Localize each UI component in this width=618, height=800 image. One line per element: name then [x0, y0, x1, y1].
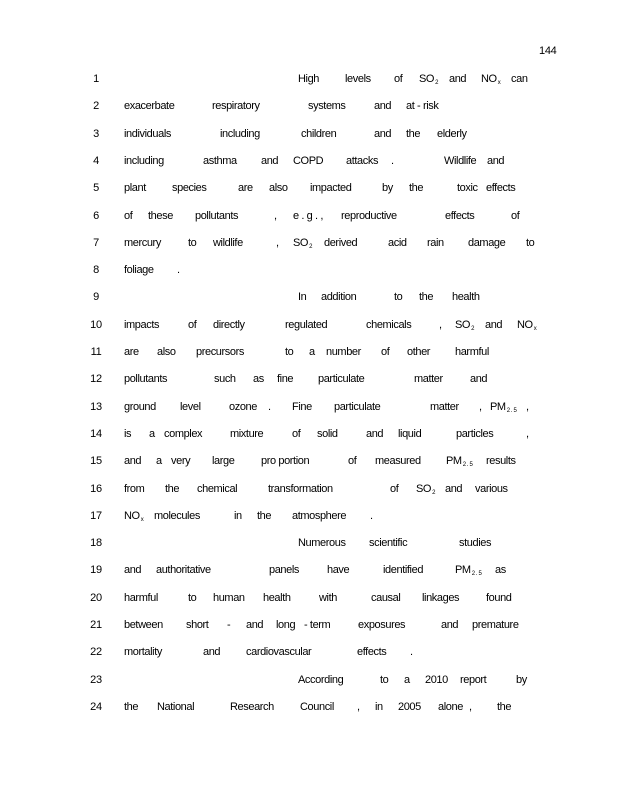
- word: scientific: [369, 537, 408, 550]
- word: solid: [317, 427, 338, 440]
- word: $SO_2$: [293, 236, 313, 250]
- word: have: [327, 564, 350, 577]
- word: and: [487, 154, 505, 167]
- word: toxic: [457, 182, 478, 195]
- line-number: 17: [90, 509, 102, 522]
- word: systems: [308, 100, 346, 113]
- text-line: [0, 291, 618, 305]
- word: cardiovascular: [246, 646, 312, 659]
- word: of: [511, 209, 520, 222]
- word: to: [188, 236, 197, 249]
- line-number: 21: [90, 619, 102, 631]
- word: Fine: [292, 400, 312, 413]
- text-line: [0, 346, 618, 360]
- word: authoritative: [156, 564, 211, 577]
- line-number: 4: [93, 154, 99, 167]
- word: ,: [469, 700, 472, 713]
- word: .: [391, 154, 394, 167]
- word: ground: [124, 400, 156, 413]
- word: $SO_2$: [419, 73, 439, 86]
- word: various: [475, 482, 508, 495]
- word: impacted: [310, 182, 352, 195]
- text-line: [0, 646, 618, 660]
- text-line: [0, 237, 618, 251]
- word: complex: [164, 427, 203, 440]
- word: short: [186, 619, 209, 631]
- word: transformation: [268, 482, 333, 495]
- word: a: [309, 346, 315, 358]
- line-number: 2: [93, 100, 99, 113]
- text-line: [0, 592, 618, 606]
- word: in: [375, 700, 383, 713]
- text-line: [0, 674, 618, 688]
- word: including: [124, 154, 164, 167]
- line-number: 18: [90, 537, 102, 550]
- word: such: [214, 373, 236, 386]
- word: atmosphere: [292, 509, 347, 522]
- word: plant: [124, 182, 146, 195]
- word: these: [148, 209, 173, 222]
- word: including: [220, 127, 260, 140]
- word: to: [394, 291, 403, 304]
- word: chemical: [197, 482, 238, 495]
- word: particles: [456, 427, 494, 440]
- text-line: [0, 100, 618, 114]
- word: human: [213, 591, 245, 604]
- line-number: 1: [93, 73, 99, 85]
- word: foliage: [124, 264, 154, 277]
- word: particulate: [318, 373, 365, 386]
- word: results: [486, 455, 516, 468]
- word: $PM_{2 . 5}$: [490, 400, 517, 414]
- word: from: [124, 482, 145, 495]
- word: ,: [479, 400, 482, 413]
- word: health: [452, 291, 480, 304]
- word: the: [257, 509, 272, 522]
- word: .: [177, 264, 180, 277]
- word: derived: [324, 236, 358, 249]
- word: liquid: [398, 427, 422, 440]
- word: reproductive: [341, 209, 397, 222]
- word: other: [407, 346, 431, 358]
- line-number: 20: [90, 591, 102, 604]
- word: and: [441, 619, 459, 631]
- word: Council: [300, 700, 334, 713]
- word: exposures: [358, 619, 406, 631]
- word: According: [298, 673, 344, 686]
- word: Numerous: [298, 537, 346, 550]
- word: of: [348, 455, 357, 468]
- text-line: [0, 128, 618, 142]
- word: $NO_x$: [481, 73, 501, 86]
- word: $PM_{2 . 5}$: [455, 564, 482, 578]
- text-line: [0, 210, 618, 224]
- word: the: [165, 482, 180, 495]
- word: ozone: [229, 400, 257, 413]
- word: matter: [430, 400, 459, 413]
- word: number: [326, 346, 361, 358]
- line-number: 9: [93, 291, 99, 304]
- word: National: [157, 700, 195, 713]
- word: and: [470, 373, 488, 386]
- word: by: [516, 673, 527, 686]
- word: species: [172, 182, 207, 195]
- text-line: [0, 182, 618, 196]
- line-number: 3: [93, 127, 99, 140]
- word: and: [124, 455, 142, 468]
- text-line: [0, 155, 618, 169]
- word: of: [394, 73, 403, 85]
- word: also: [269, 182, 288, 195]
- word: In: [298, 291, 307, 304]
- word: ,: [276, 236, 279, 249]
- word: pro portion: [261, 455, 310, 468]
- word: as: [253, 373, 264, 386]
- word: attacks: [346, 154, 379, 167]
- word: fine: [277, 373, 294, 386]
- word: to: [380, 673, 389, 686]
- word: regulated: [285, 318, 328, 331]
- word: effects: [486, 182, 516, 195]
- word: the: [406, 127, 421, 140]
- word: to: [188, 591, 197, 604]
- word: mercury: [124, 236, 161, 249]
- word: respiratory: [212, 100, 260, 113]
- word: to: [526, 236, 535, 249]
- text-line: [0, 510, 618, 524]
- word: a: [149, 427, 155, 440]
- word: ,: [526, 427, 529, 440]
- word: ,: [357, 700, 360, 713]
- word: effects: [445, 209, 475, 222]
- word: of: [390, 482, 399, 495]
- line-number: 8: [93, 264, 99, 277]
- word: matter: [414, 373, 443, 386]
- text-line: [0, 319, 618, 333]
- text-line: [0, 701, 618, 715]
- line-number: 14: [90, 427, 102, 440]
- line-number: 15: [90, 455, 102, 468]
- word: levels: [345, 73, 371, 85]
- word: effects: [357, 646, 387, 659]
- text-line: [0, 373, 618, 387]
- line-number: 12: [90, 373, 102, 386]
- word: a: [404, 673, 410, 686]
- word: Research: [230, 700, 274, 713]
- text-line: [0, 619, 618, 633]
- word: ,: [526, 400, 529, 413]
- word: causal: [371, 591, 401, 604]
- word: the: [409, 182, 424, 195]
- text-line: [0, 264, 618, 278]
- word: ,: [439, 318, 442, 331]
- word: harmful: [455, 346, 489, 358]
- word: of: [381, 346, 390, 358]
- word: long: [276, 619, 296, 631]
- word: $SO_2$: [455, 318, 475, 332]
- word: large: [212, 455, 235, 468]
- word: wildlife: [213, 236, 243, 249]
- word: as: [495, 564, 506, 577]
- word: of: [124, 209, 133, 222]
- line-number: 6: [93, 209, 99, 222]
- word: directly: [213, 318, 245, 331]
- word: in: [234, 509, 242, 522]
- word: individuals: [124, 127, 171, 140]
- word: and: [261, 154, 279, 167]
- word: are: [238, 182, 253, 195]
- text-line: [0, 455, 618, 469]
- line-number: 22: [90, 646, 102, 659]
- word: the: [497, 700, 512, 713]
- word: Wildlife: [444, 154, 477, 167]
- word: with: [319, 591, 337, 604]
- word: measured: [375, 455, 421, 468]
- word: chemicals: [366, 318, 412, 331]
- word: High: [298, 73, 320, 85]
- word: pollutants: [195, 209, 239, 222]
- word: particulate: [334, 400, 381, 413]
- word: are: [124, 346, 139, 358]
- text-line: [0, 483, 618, 497]
- text-line: [0, 537, 618, 551]
- word: damage: [468, 236, 506, 249]
- word: children: [301, 127, 337, 140]
- word: studies: [459, 537, 492, 550]
- word: and: [246, 619, 264, 631]
- line-number: 13: [90, 400, 102, 413]
- word: level: [180, 400, 201, 413]
- word: acid: [388, 236, 407, 249]
- word: of: [292, 427, 301, 440]
- word: of: [188, 318, 197, 331]
- line-number: 16: [90, 482, 102, 495]
- word: and: [445, 482, 463, 495]
- word: mortality: [124, 646, 162, 659]
- word: pollutants: [124, 373, 168, 386]
- word: and: [203, 646, 221, 659]
- word: - term: [304, 619, 331, 631]
- word: $NO_x$: [517, 318, 537, 332]
- text-line: [0, 73, 618, 87]
- word: also: [157, 346, 176, 358]
- word: is: [124, 427, 132, 440]
- word: by: [382, 182, 393, 195]
- word: exacerbate: [124, 100, 175, 113]
- word: e . g . ,: [293, 209, 324, 222]
- line-number: 5: [93, 182, 99, 195]
- line-number: 11: [90, 346, 102, 358]
- word: asthma: [203, 154, 237, 167]
- word: at - risk: [406, 100, 439, 113]
- word: premature: [472, 619, 519, 631]
- word: can: [511, 73, 528, 85]
- word: and: [366, 427, 384, 440]
- word: molecules: [154, 509, 200, 522]
- word: COPD: [293, 154, 324, 167]
- line-number: 10: [90, 318, 102, 331]
- word: $NO_x$: [124, 509, 144, 523]
- word: 2010: [425, 673, 448, 686]
- word: panels: [269, 564, 300, 577]
- word: mixture: [230, 427, 264, 440]
- line-number: 19: [90, 564, 102, 577]
- line-number: 7: [93, 236, 99, 249]
- word: a: [156, 455, 162, 468]
- word: .: [410, 646, 413, 659]
- text-line: [0, 401, 618, 415]
- word: $SO_2$: [416, 482, 436, 496]
- word: and: [124, 564, 142, 577]
- word: and: [374, 127, 392, 140]
- line-number: 23: [90, 673, 102, 686]
- word: the: [419, 291, 434, 304]
- page-number: 144: [539, 45, 557, 57]
- word: very: [171, 455, 191, 468]
- word: .: [370, 509, 373, 522]
- word: identified: [383, 564, 424, 577]
- word: ,: [274, 209, 277, 222]
- word: and: [449, 73, 467, 85]
- word: elderly: [437, 127, 467, 140]
- word: between: [124, 619, 163, 631]
- word: and: [374, 100, 392, 113]
- line-number: 24: [90, 700, 102, 713]
- word: to: [285, 346, 294, 358]
- text-line: [0, 428, 618, 442]
- word: and: [485, 318, 503, 331]
- word: -: [227, 619, 231, 631]
- word: alone: [438, 700, 463, 713]
- word: the: [124, 700, 139, 713]
- word: $PM_{2 . 5}$: [446, 455, 473, 469]
- word: impacts: [124, 318, 160, 331]
- word: found: [486, 591, 512, 604]
- word: health: [263, 591, 291, 604]
- word: precursors: [196, 346, 244, 358]
- word: .: [268, 400, 271, 413]
- text-line: [0, 564, 618, 578]
- word: linkages: [422, 591, 460, 604]
- word: report: [460, 673, 487, 686]
- word: harmful: [124, 591, 158, 604]
- word: addition: [321, 291, 357, 304]
- word: rain: [427, 236, 444, 249]
- word: 2005: [398, 700, 421, 713]
